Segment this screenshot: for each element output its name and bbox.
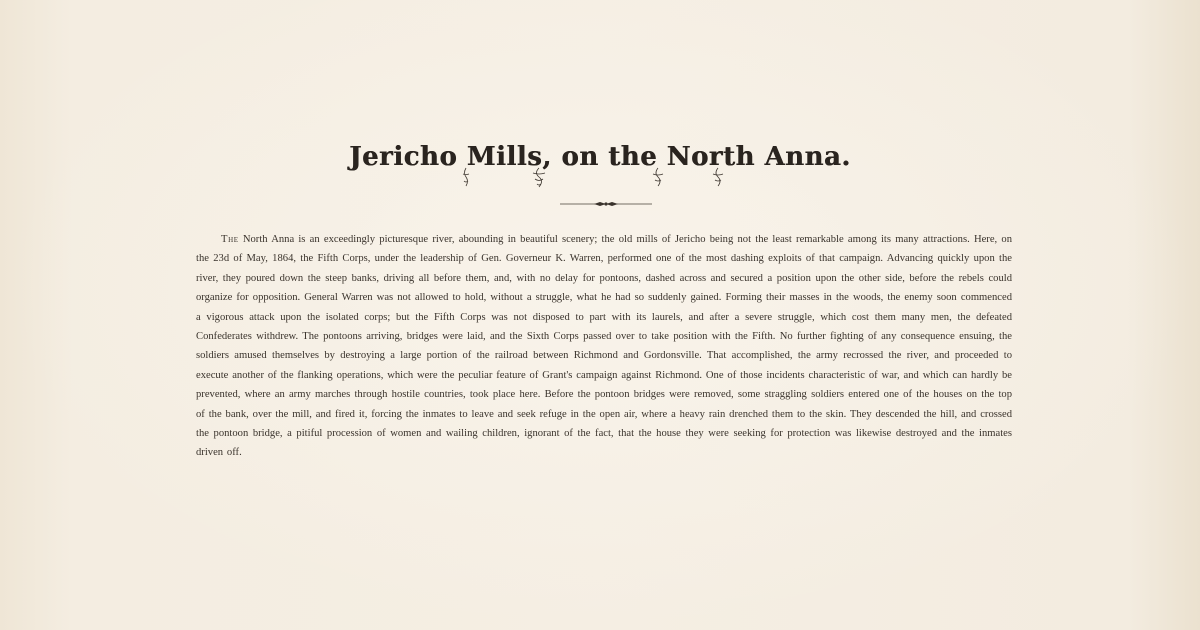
title-flourishes-icon xyxy=(0,166,1200,190)
ornamental-divider-icon xyxy=(560,197,652,211)
body-text: North Anna is an exceedingly picturesque river, abounding in beautiful scenery; the old mills of Jericho being not the least remarkable among its many attractions. Here, on the 23d of May, 1864, the Fifth Corps, under the leadership of Gen. Governeur K. Warren, performed one of the most dashing exploits of that campaign. Advancing quickly upon the river, they poured down the steep banks, driving all before them, and, with no delay for pontoons, dashed across and secured a position upon the other side, before the rebels could organize for opposition. General Warren was not allowed to hold, without a struggle, what he had so suddenly gained. Forming their masses in the woods, the enemy soon commenced a vigorous attack upon the isolated corps; but the Fifth Corps was not disposed to part with its laurels, and after a severe struggle, which cost them many men, the defeated Confederates withdrew. The pontoons arriving, bridges were laid, and the Sixth Corps passed over to take position with the Fifth. No further fighting of any consequence ensuing, the soldiers amused themselves by destroying a large portion of the railroad between Richmond and Gordonsville. That accomplished, the army recrossed the river, and proceeded to execute another of the flanking operations, which were the peculiar feature of Grant's campaign against Richmond. One of those incidents characteristic of war, and which can hardly be prevented, where an army marches through hostile countries, took place here. Before the pontoon bridges were removed, some straggling soldiers entered one of the houses on the top of the bank, over the mill, and fired it, forcing the inmates to leave and seek refuge in the open air, where a heavy rain drenched them to the skin. They descended the hill, and crossed the pontoon bridge, a pitiful procession of women and wailing children, ignorant of the fact, that the house they were seeking for protection was likewise destroyed and the inmates driven off. xyxy=(196,234,1012,459)
body-paragraph xyxy=(196,230,1012,463)
opening-word: The xyxy=(221,234,239,245)
page-title: Jericho Mills, on the North Anna. xyxy=(349,142,851,172)
